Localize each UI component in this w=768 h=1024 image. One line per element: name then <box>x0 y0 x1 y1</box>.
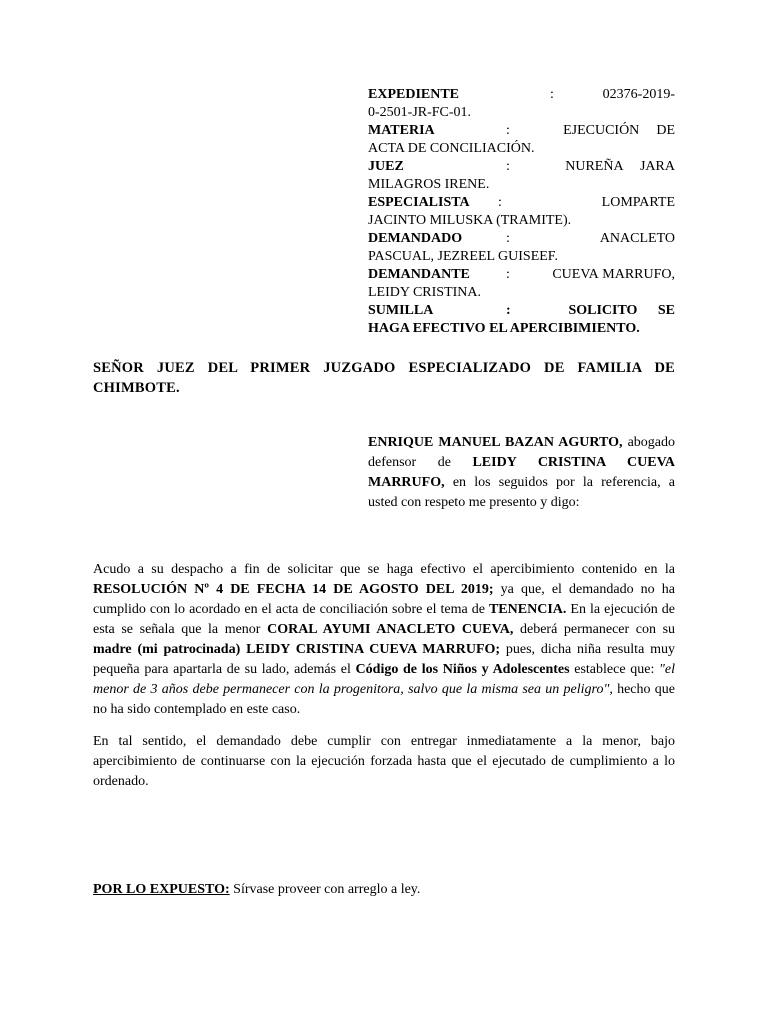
p1-tenencia: TENENCIA. <box>488 602 567 617</box>
header-materia <box>368 122 675 158</box>
expediente-sep: : <box>550 87 554 102</box>
sumilla-label: SUMILLA <box>368 303 434 318</box>
especialista-label: ESPECIALISTA <box>368 195 470 210</box>
sumilla-sep: : <box>506 303 511 318</box>
presenter-client: LEIDY CRISTINA CUEVA MARRUFO, <box>368 455 675 490</box>
juez-value: NUREÑA JARA MILAGROS IRENE. <box>368 159 675 192</box>
demandado-label: DEMANDADO <box>368 231 463 246</box>
demandado-sep: : <box>506 231 510 246</box>
p1-text-3: En la ejecución de esta se señala que la menor <box>93 602 675 637</box>
closing-text: Sírvase proveer con arreglo a ley. <box>233 882 421 897</box>
header-especialista <box>368 194 675 230</box>
p1-text-2: ya que, el demandado no ha cumplido con lo acordado en el acta de conciliación sobre el tema de <box>93 582 676 617</box>
closing-line <box>93 880 675 900</box>
p1-minor-name: CORAL AYUMI ANACLETO CUEVA, <box>267 622 514 637</box>
demandado-value: ANACLETO PASCUAL, JEZREEL GUISEEF. <box>368 231 675 264</box>
juez-label: JUEZ <box>368 159 404 174</box>
addressee: SEÑOR JUEZ DEL PRIMER JUZGADO ESPECIALIZADO DE FAMILIA DE CHIMBOTE. <box>93 360 675 396</box>
demandante-value: CUEVA MARRUFO, LEIDY CRISTINA. <box>368 267 676 300</box>
p1-mother: madre (mi patrocinada) LEIDY CRISTINA CUEVA MARRUFO; <box>93 642 501 657</box>
juez-sep: : <box>506 159 510 174</box>
p1-text-4: deberá permanecer con su <box>520 622 676 637</box>
closing-lead: POR LO EXPUESTO: <box>93 882 230 897</box>
materia-label: MATERIA <box>368 123 435 138</box>
header-demandante <box>368 266 675 302</box>
presenter-name: ENRIQUE MANUEL BAZAN AGURTO, <box>368 435 623 450</box>
body-paragraph-2: En tal sentido, el demandado debe cumplir con entregar inmediatamente a la menor, bajo apercibimiento de continuarse con la ejecución forzada hasta que el ejecutado de cumplimiento a lo ordenado. <box>93 734 675 789</box>
presenter-paragraph <box>368 433 675 513</box>
p1-text-6: establece que: <box>574 662 655 677</box>
especialista-value: LOMPARTE JACINTO MILUSKA (TRAMITE). <box>368 195 675 228</box>
header-expediente <box>368 86 675 122</box>
header-juez <box>368 158 675 194</box>
expediente-value: 02376-2019-0-2501-JR-FC-01. <box>368 87 675 120</box>
p1-quote: "el menor de 3 años debe permanecer con la progenitora, salvo que la misma sea un peligro", <box>93 662 676 697</box>
materia-sep: : <box>506 123 510 138</box>
p1-resolution: RESOLUCIÓN Nº 4 DE FECHA 14 DE AGOSTO DEL 2019; <box>93 582 494 597</box>
expediente-label: EXPEDIENTE <box>368 87 460 102</box>
header-sumilla <box>368 302 675 338</box>
demandante-label: DEMANDANTE <box>368 267 470 282</box>
header-demandado <box>368 230 675 266</box>
presenter-text-2: en los seguidos por la referencia, a usted con respeto me presento y digo: <box>368 475 675 510</box>
body-paragraph-1 <box>93 560 675 720</box>
case-header <box>368 86 675 338</box>
p1-text-1: Acudo a su despacho a fin de solicitar que se haga efectivo el apercibimiento contenido en la <box>93 562 675 577</box>
presenter-text-1: abogado defensor de <box>368 435 676 470</box>
materia-value: EJECUCIÓN DE ACTA DE CONCILIACIÓN. <box>368 123 675 156</box>
sumilla-value: SOLICITO SE HAGA EFECTIVO EL APERCIBIMIENTO. <box>368 303 675 336</box>
especialista-sep: : <box>498 195 502 210</box>
p1-text-5: pues, dicha niña resulta muy pequeña para apartarla de su lado, además el <box>93 642 676 677</box>
p1-code: Código de los Niños y Adolescentes <box>355 662 570 677</box>
demandante-sep: : <box>506 267 510 282</box>
p1-text-7: hecho que no ha sido contemplado en este caso. <box>93 682 675 717</box>
